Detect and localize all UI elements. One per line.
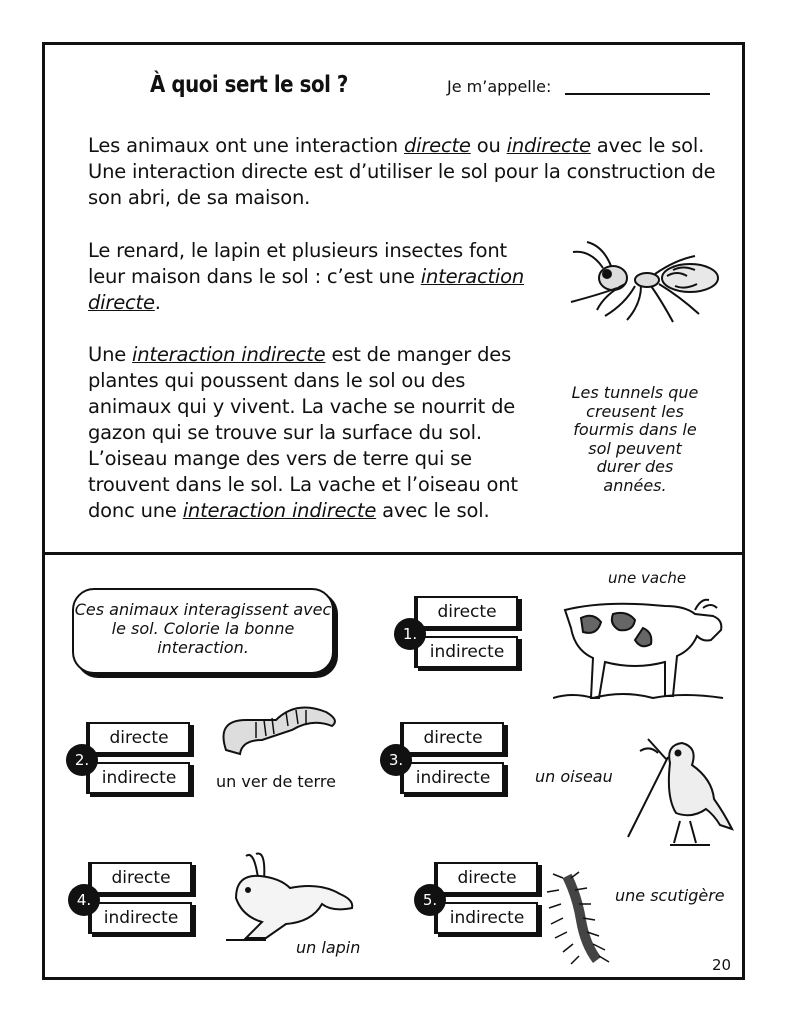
option-directe-1[interactable]: directe [414,596,518,628]
animal-label-1: une vache [608,569,687,587]
intro-paragraph-1: Les animaux ont une interaction directe ou indirecte avec le sol. Une interaction directe est d’utiliser le sol pour la construction de son abri, de sa maison. [88,134,716,209]
ant-caption: Les tunnels que creusent les fourmis dans le sol peuvent durer des années. [571,383,699,495]
option-directe-5[interactable]: directe [434,862,538,894]
intro-paragraph-3: Une interaction indirecte est de manger des plantes qui poussent dans le sol ou des animaux qui y vivent. La vache se nourrit de gazon qui se trouve sur la surface du sol. L’oiseau mange des vers de terre qui se trouvent dans le sol. La vache et l’oiseau ont donc une interaction indirecte avec le sol. [88,343,518,522]
bird-icon [610,733,735,853]
choice-group-1 [402,596,520,670]
option-directe-3[interactable]: directe [400,722,504,754]
instruction-box: Ces animaux interagissent avec le sol. Colorie la bonne interaction. [72,588,334,674]
item-number-2: 2. [66,744,98,776]
animal-label-2: un ver de terre [216,772,336,791]
page-number: 20 [712,956,732,974]
option-indirecte-1[interactable]: indirecte [414,636,518,668]
choice-group-3 [388,722,506,796]
option-indirecte-2[interactable]: indirecte [86,762,190,794]
choice-group-5 [422,862,540,936]
item-number-5: 5. [414,884,446,916]
worm-icon [216,700,346,760]
animal-label-5: une scutigère [615,886,725,905]
animal-label-3: un oiseau [535,767,613,786]
intro-paragraph-2: Le renard, le lapin et plusieurs insectes font leur maison dans le sol : c’est une interaction directe. [88,239,525,314]
animal-label-4: un lapin [296,938,361,957]
option-directe-4[interactable]: directe [88,862,192,894]
section-divider [42,552,745,555]
page-title: À quoi sert le sol ? [150,72,348,98]
rabbit-icon [226,848,356,948]
choice-group-4 [76,862,194,936]
ant-icon [555,240,725,335]
name-field[interactable] [565,93,710,95]
name-label: Je m’appelle: [447,77,552,96]
item-number-3: 3. [380,744,412,776]
option-indirecte-3[interactable]: indirecte [400,762,504,794]
centipede-icon [545,870,615,965]
item-number-4: 4. [68,884,100,916]
option-directe-2[interactable]: directe [86,722,190,754]
choice-group-2 [74,722,192,796]
option-indirecte-4[interactable]: indirecte [88,902,192,934]
item-number-1: 1. [394,618,426,650]
option-indirecte-5[interactable]: indirecte [434,902,538,934]
cow-icon [553,588,728,708]
